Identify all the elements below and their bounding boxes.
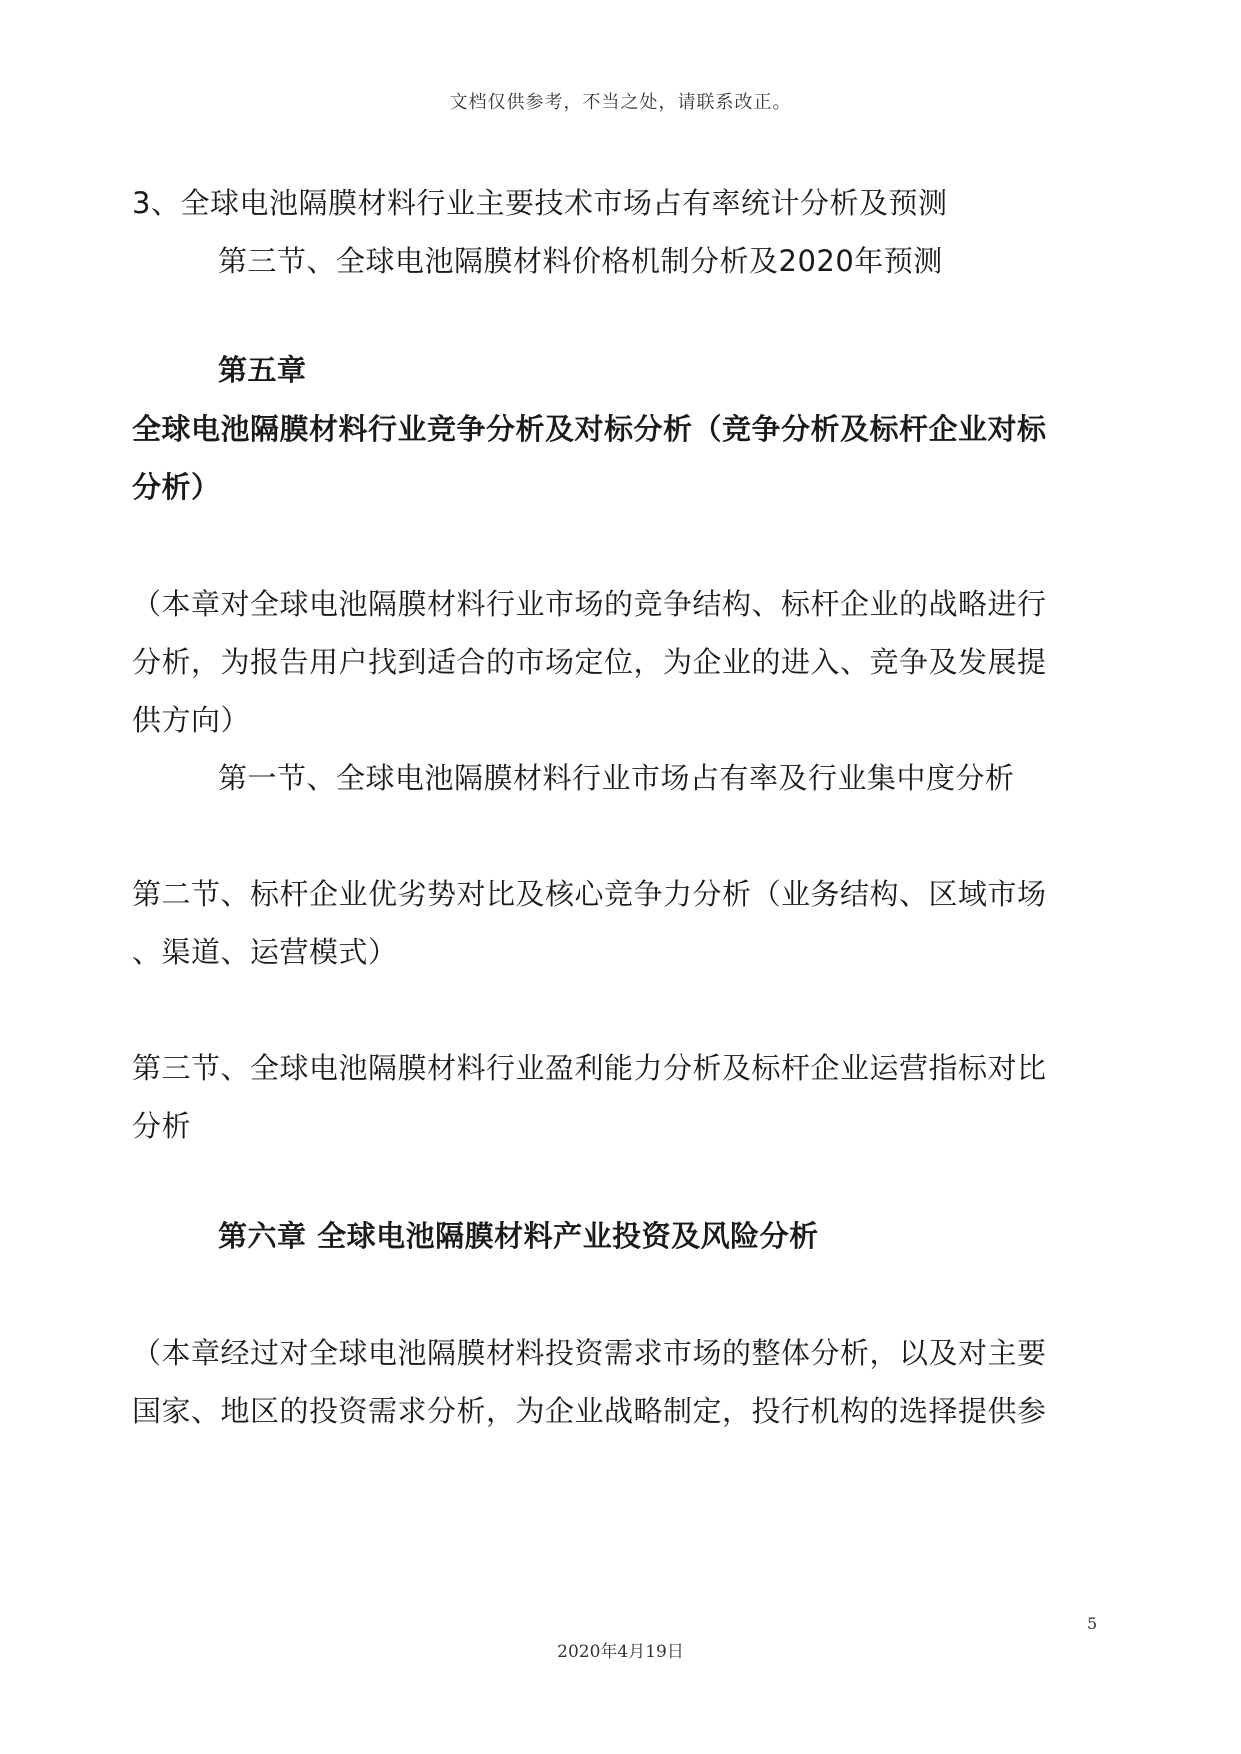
chapter5-title-line1: 全球电池隔膜材料行业竞争分析及对标分析（竞争分析及标杆企业对标 (132, 412, 1047, 446)
chapter6-heading: 第六章 全球电池隔膜材料产业投资及风险分析 (218, 1219, 819, 1253)
section2-heading-line2: 、渠道、运营模式） (132, 935, 398, 969)
chapter5-intro-line3: 供方向） (132, 703, 251, 737)
chapter5-intro-line1: （本章对全球电池隔膜材料行业市场的竞争结构、标杆企业的战略进行 (132, 587, 1047, 621)
chapter5-intro-line2: 分析，为报告用户找到适合的市场定位，为企业的进入、竞争及发展提 (132, 645, 1047, 679)
section1-heading: 第一节、全球电池隔膜材料行业市场占有率及行业集中度分析 (218, 761, 1015, 795)
chapter5-title-line2: 分析） (132, 470, 221, 504)
page-number: 5 (1087, 1614, 1098, 1633)
chapter5-heading: 第五章 (218, 353, 307, 387)
list-item-market-share: 3、全球电池隔膜材料行业主要技术市场占有率统计分析及预测 (132, 186, 948, 220)
footer-date: 2020年4月19日 (557, 1642, 684, 1662)
section-price-mechanism: 第三节、全球电池隔膜材料价格机制分析及2020年预测 (218, 244, 943, 278)
header-disclaimer: 文档仅供参考，不当之处，请联系改正。 (449, 92, 792, 113)
section2-heading-line1: 第二节、标杆企业优劣势对比及核心竞争力分析（业务结构、区域市场 (132, 877, 1047, 911)
chapter6-intro-line2: 国家、地区的投资需求分析，为企业战略制定，投行机构的选择提供参 (132, 1394, 1047, 1428)
section3-heading-line1: 第三节、全球电池隔膜材料行业盈利能力分析及标杆企业运营指标对比 (132, 1051, 1047, 1085)
section3-heading-line2: 分析 (132, 1109, 192, 1143)
chapter6-intro-line1: （本章经过对全球电池隔膜材料投资需求市场的整体分析，以及对主要 (132, 1336, 1047, 1370)
